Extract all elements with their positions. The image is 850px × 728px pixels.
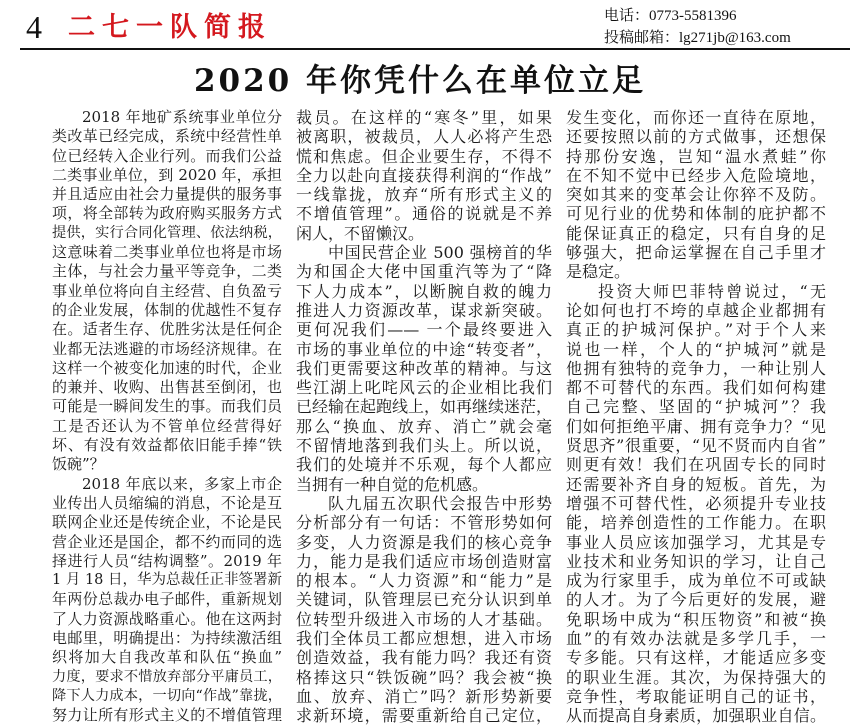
- article-line: 位已经转入企业行列。而我们公益: [52, 146, 282, 165]
- article-line: 是稳定。: [566, 262, 631, 282]
- article-line: 论如何也打不垮的卓越企业都拥有: [566, 300, 826, 320]
- phone-label: 电话：: [604, 8, 650, 24]
- article-line: 事业人员应该加强学习，尤其是专: [566, 532, 826, 552]
- article-line: 了人力资源战略重心。他在这两封: [52, 609, 282, 628]
- article-line: 成为行家里手，成为单位不可或缺: [566, 571, 826, 591]
- article-line: 在不知不觉中已经步入危险境地，: [566, 165, 826, 185]
- article-line: 2018 年底以来，多家上市企: [82, 474, 282, 493]
- article-line: 够强大，把命运掌握在自己手里才: [566, 243, 826, 263]
- article-column-2: [296, 108, 552, 726]
- article-paragraph: [52, 108, 282, 475]
- article-line: 在。适者生存、优胜劣汰是任何企: [52, 320, 282, 339]
- article-line: 全力以赴向直接获得利润的“作战”: [296, 165, 552, 185]
- article-line: 持那份安逸，岂知“温水煮蛙”你: [566, 146, 826, 166]
- article-line: 位转型升级进入市场的人才基础。: [296, 609, 552, 629]
- article-line: 求新环境，需要重新给自己定位，: [296, 706, 552, 726]
- article-line: 血、放弃、消亡”吗？新形势新要: [296, 686, 552, 706]
- article-line: 二类事业单位，到 2020 年，承担: [52, 165, 282, 184]
- article-line: 竞争性，考取能证明自己的证书，: [566, 686, 826, 706]
- article-line: 一线靠拢，放弃“所有形式主义的: [296, 185, 552, 205]
- article-line: 们如何拒绝平庸、拥有竞争力？“见: [566, 416, 826, 436]
- article-line: 的兼并、收购、出售甚至倒闭，也: [52, 378, 282, 397]
- article-line: 饭碗”？: [52, 455, 105, 474]
- phone-row: [604, 5, 791, 27]
- page-number: 4: [26, 9, 42, 45]
- article-line: 我们全体员工都应想想，进入市场: [296, 629, 552, 649]
- article-line: 说也一样，个人的“护城河”就是: [566, 339, 826, 359]
- article-line: 坏、有没有效益都依旧能手捧“铁: [52, 436, 282, 455]
- article-line: 2018 年地矿系统事业单位分: [82, 108, 282, 126]
- article-line: 闲人，不留懒汉。: [296, 223, 425, 243]
- article-line: 中国民营企业 500 强榜首的华: [328, 243, 552, 263]
- article-line: 主体，与社会力量平等竞争，二类: [52, 262, 282, 281]
- article-line: 我们的处境并不乐观，每个人都应: [296, 455, 552, 475]
- article-line: 专多能。只有这样，才能适应多变: [566, 648, 826, 668]
- contact-info: [604, 5, 791, 49]
- article-line: 能保证真正的稳定，只有自身的足: [566, 223, 826, 243]
- article-line: 更何况我们—— 一个最终要进入: [296, 320, 552, 340]
- article-line: 能，培养创造性的工作能力。在职: [566, 513, 826, 533]
- article-line: 力度，要求不惜放弃部分平庸员工，: [52, 668, 282, 685]
- article-line: 努力让所有形式主义的不增值管理: [52, 706, 282, 725]
- article-paragraph: [52, 475, 282, 726]
- article-line: 那么“换血、放弃、消亡”就会毫: [296, 416, 552, 436]
- article-line: 增强不可替代性，必须提升专业技: [566, 493, 826, 513]
- article-line: 被离职，被裁员，人人必将产生恐: [296, 127, 552, 147]
- article-line: 业技术和业务知识的学习，让自己: [566, 551, 826, 571]
- article-line: 市场的事业单位的中途“转变者”，: [296, 339, 552, 359]
- article-line: 的企业发展，体制的优越性不复存: [52, 300, 282, 319]
- article-line: 提供，实行合同化管理、依法纳税，: [52, 224, 282, 241]
- article-line: 业传出人员缩编的消息，不论是互: [52, 493, 282, 512]
- article-line: 些江湖上叱咤风云的企业相比我们: [296, 378, 552, 398]
- article-line: 业都无法逃避的市场经济规律。在: [52, 339, 282, 358]
- header-rule: [20, 48, 850, 50]
- article-line: 工是否还认为不管单位经营得好: [52, 416, 282, 435]
- article-line: 从而提高自身素质，加强职业自信。: [566, 706, 826, 726]
- article-line: 还需要补齐自身的短板。首先，为: [566, 474, 826, 494]
- article-line: 营企业还是国企，都不约而同的选: [52, 532, 282, 551]
- article-line: 分析部分有一句话：不管形势如何: [296, 513, 552, 533]
- article-line: 这样一个被变化加速的时代，企业: [52, 358, 282, 377]
- article-line: 并且适应由社会力量提供的服务事: [52, 185, 282, 204]
- email-row: [604, 27, 791, 49]
- article-line: 则更有效！我们在巩固专长的同时: [566, 455, 826, 475]
- article-line: 降下人力成本，一切向“作战”靠拢，: [52, 687, 282, 704]
- article-paragraph: [566, 108, 826, 282]
- article-line: 都不可替代的东西。我们如何构建: [566, 378, 826, 398]
- article-line: 血”的有效办法就是多学几手，一: [566, 629, 826, 649]
- article-line: 不增值管理”。通俗的说就是不养: [296, 204, 552, 224]
- article-line: 类改革已经完成，系统中经营性单: [52, 127, 282, 146]
- article-line: 事业单位将向自主经营、自负盈亏: [52, 281, 282, 300]
- article-line: 发生变化，而你还一直待在原地，: [566, 108, 826, 127]
- newsletter-masthead: 二七一队简报: [68, 12, 272, 43]
- article-column-3: [566, 108, 826, 726]
- article-line: 织将加大自我改革和队伍“换血”: [52, 648, 282, 667]
- article-line: 1 月 18 日，华为总裁任正非签署新: [52, 572, 283, 589]
- article-line: 力，能力是我们适应市场创造财富: [296, 551, 552, 571]
- article-line: 可见行业的优势和体制的庇护都不: [566, 204, 826, 224]
- article-line: 的人才。为了今后更好的发展，避: [566, 590, 826, 610]
- article-paragraph: [296, 494, 552, 726]
- article-line: 真正的护城河保护。”对于个人来: [566, 320, 826, 340]
- article-line: 当拥有一种自觉的危机感。: [296, 474, 489, 494]
- email-label: 投稿邮箱：: [604, 30, 680, 46]
- article-line: 择进行人员“结构调整”。2019 年: [52, 551, 282, 570]
- article-line: 自己完整、坚固的“护城河”？我: [566, 397, 826, 417]
- article-line: 项，将全部转为政府购买服务方式: [52, 204, 282, 223]
- article-line: 还要按照以前的方式做事，还想保: [566, 127, 826, 147]
- article-line: 电邮里，明确提出：为持续激活组: [52, 629, 282, 648]
- article-line: 这意味着二类事业单位也将是市场: [52, 243, 282, 262]
- article-paragraph: [566, 282, 826, 726]
- article-line: 慌和焦虑。但企业要生存，不得不: [296, 146, 552, 166]
- article-line: 可能是一瞬间发生的事。而我们员: [52, 397, 282, 416]
- article-title: 2020 年你凭什么在单位立足: [193, 63, 647, 99]
- article-line: 的职业生涯。其次，为保持强大的: [566, 667, 826, 687]
- phone-number: 0773-5581396: [649, 8, 737, 24]
- article-line: 创造效益，我有能力吗？我还有资: [296, 648, 552, 668]
- article-line: 免职场中成为“积压物资”和被“换: [566, 609, 826, 629]
- article-paragraph: [296, 108, 552, 243]
- article-line: 突如其来的变革会让你猝不及防。: [566, 185, 826, 205]
- article-line: 他拥有独特的竞争力，一种让别人: [566, 358, 826, 378]
- article-line: 队九届五次职代会报告中形势: [328, 493, 552, 513]
- article-line: 贤思齐”很重要，“见不贤而内自省”: [566, 436, 826, 456]
- article-line: 不留情地落到我们头上。所以说，: [296, 436, 552, 456]
- article-line: 格捧这只“铁饭碗”吗？我会被“换: [296, 667, 552, 687]
- article-line: 年两份总裁办电子邮件，重新规划: [52, 590, 282, 609]
- article-line: 关键词，队管理层已充分认识到单: [296, 590, 552, 610]
- email-address: lg271jb@163.com: [679, 30, 791, 46]
- article-line: 投资大师巴菲特曾说过，“无: [598, 281, 826, 301]
- article-line: 我们更需要这种改革的精神。与这: [296, 358, 552, 378]
- article-line: 为和国企大佬中国重汽等为了“降: [296, 262, 552, 282]
- article-line: 的根本。“人力资源”和“能力”是: [296, 571, 552, 591]
- article-column-1: [52, 108, 282, 726]
- article-line: 裁员。在这样的“寒冬”里，如果: [296, 108, 552, 127]
- article-line: 联网企业还是传统企业，不论是民: [52, 513, 282, 532]
- article-line: 下人力成本”，以断腕自救的魄力: [296, 281, 552, 301]
- article-line: 已经输在起跑线上，如再继续迷茫，: [296, 397, 553, 417]
- article-line: 多变，人力资源是我们的核心竞争: [296, 532, 552, 552]
- article-paragraph: [296, 243, 552, 494]
- article-line: 推进人力资源改革，谋求新突破。: [296, 300, 552, 320]
